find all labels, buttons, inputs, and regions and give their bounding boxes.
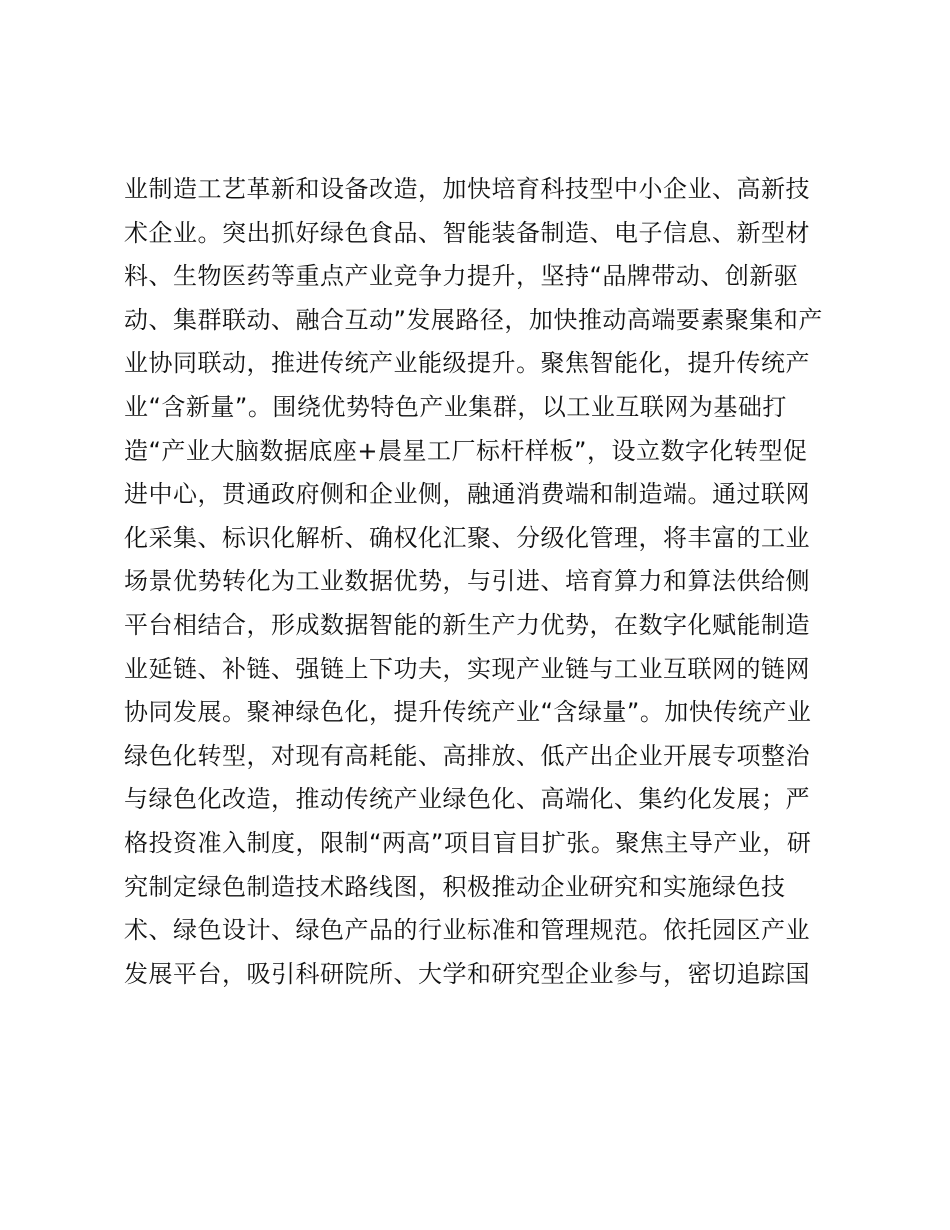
body-paragraph	[124, 168, 834, 996]
text-line: 业延链、补链、强链上下功夫，实现产业链与工业互联网的链网	[124, 654, 810, 683]
text-line: 业制造工艺革新和设备改造，加快培育科技型中小企业、高新技	[124, 175, 810, 203]
text-line: 术、绿色设计、绿色产品的行业标准和管理规范。依托园区产业	[124, 916, 810, 945]
text-line: 发展平台，吸引科研院所、大学和研究型企业参与，密切追踪国	[124, 959, 810, 988]
text-line: 平台相结合，形成数据智能的新生产力优势，在数字化赋能制造	[124, 610, 810, 639]
text-line: 协同发展。聚神绿色化，提升传统产业“含绿量”。加快传统产业	[124, 698, 812, 727]
text-line: 业协同联动，推进传统产业能级提升。聚焦智能化，提升传统产	[124, 349, 810, 378]
text-line: 料、生物医药等重点产业竞争力提升，坚持“品牌带动、创新驱	[124, 262, 799, 291]
text-line: 术企业。突出抓好绿色食品、智能装备制造、电子信息、新型材	[124, 218, 810, 247]
text-line: 业“含新量”。围绕优势特色产业集群，以工业互联网为基础打	[124, 392, 787, 421]
text-line: 动、集群联动、融合互动”发展路径，加快推动高端要素聚集和产	[124, 305, 823, 334]
text-line: 究制定绿色制造技术路线图，积极推动企业研究和实施绿色技	[124, 872, 786, 901]
text-line: 场景优势转化为工业数据优势，与引进、培育算力和算法供给侧	[124, 567, 810, 596]
text-line: 进中心，贯通政府侧和企业侧，融通消费端和制造端。通过联网	[124, 480, 810, 509]
text-line: 绿色化转型，对现有高耗能、高排放、低产出企业开展专项整治	[124, 741, 810, 770]
text-line: 与绿色化改造，推动传统产业绿色化、高端化、集约化发展；严	[124, 785, 810, 814]
text-line: 造“产业大脑数据底座+晨星工厂标杆样板”，设立数字化转型促	[124, 436, 808, 465]
text-line: 格投资准入制度，限制“两高”项目盲目扩张。聚焦主导产业，研	[124, 828, 812, 857]
text-line: 化采集、标识化解析、确权化汇聚、分级化管理，将丰富的工业	[124, 523, 810, 552]
